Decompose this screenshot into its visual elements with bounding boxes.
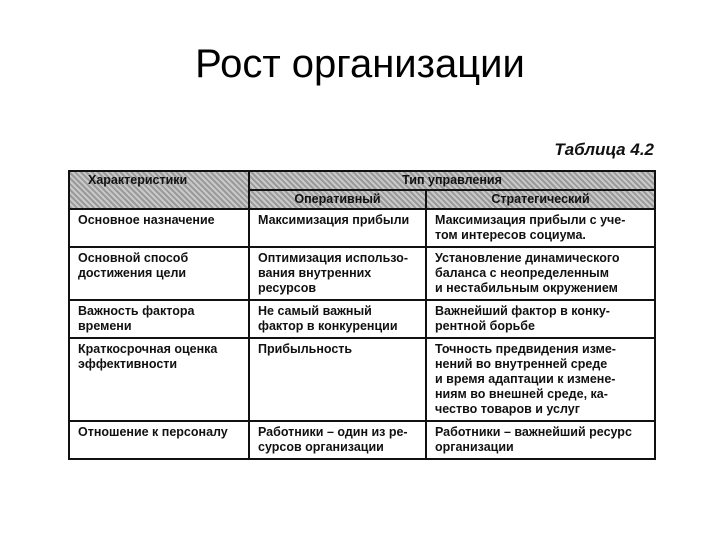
header-characteristics: Характеристики bbox=[69, 171, 249, 209]
table-header-row bbox=[69, 171, 655, 190]
cell-operational: Максимизация прибыли bbox=[249, 209, 426, 247]
table-row bbox=[69, 209, 655, 247]
table-row bbox=[69, 338, 655, 421]
cell-strategic: Установление динамического баланса с неопределенным и нестабильным окружением bbox=[426, 247, 655, 300]
table-row bbox=[69, 247, 655, 300]
cell-characteristic: Отношение к персоналу bbox=[69, 421, 249, 459]
table-caption: Таблица 4.2 bbox=[554, 140, 654, 159]
cell-characteristic: Основное назначение bbox=[69, 209, 249, 247]
cell-characteristic: Важность фактора времени bbox=[69, 300, 249, 338]
comparison-table bbox=[68, 170, 656, 460]
header-strategic: Стратегический bbox=[426, 190, 655, 209]
cell-operational: Не самый важный фактор в конкуренции bbox=[249, 300, 426, 338]
table-row bbox=[69, 421, 655, 459]
slide-title: Рост организации bbox=[195, 42, 525, 86]
cell-strategic: Работники – важнейший ресурс организации bbox=[426, 421, 655, 459]
cell-strategic: Важнейший фактор в конку- рентной борьбе bbox=[426, 300, 655, 338]
cell-strategic: Максимизация прибыли с уче- том интересов социума. bbox=[426, 209, 655, 247]
table-body bbox=[69, 209, 655, 459]
cell-strategic: Точность предвидения изме- нений во внутренней среде и время адаптации к измене- ниям во внешней среде, ка- чество товаров и услуг bbox=[426, 338, 655, 421]
cell-characteristic: Основной способ достижения цели bbox=[69, 247, 249, 300]
header-management-type: Тип управления bbox=[249, 171, 655, 190]
header-operational: Оперативный bbox=[249, 190, 426, 209]
table-row bbox=[69, 300, 655, 338]
cell-operational: Оптимизация использо- вания внутренних ресурсов bbox=[249, 247, 426, 300]
cell-operational: Прибыльность bbox=[249, 338, 426, 421]
cell-operational: Работники – один из ре- сурсов организации bbox=[249, 421, 426, 459]
cell-characteristic: Краткосрочная оценка эффективности bbox=[69, 338, 249, 421]
